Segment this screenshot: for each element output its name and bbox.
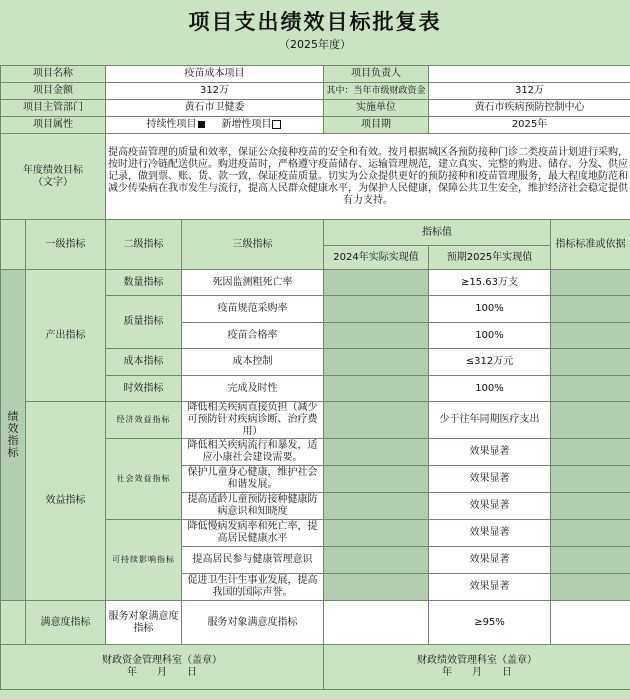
annual-goal-label-line2: （文字） xyxy=(33,176,73,188)
page-title: 项目支出绩效目标批复表 xyxy=(188,10,442,34)
social-label: 社会效益指标 xyxy=(106,439,182,520)
quality-item-1: 疫苗规范采购率 xyxy=(182,296,324,323)
sustain-value-2: 效果显著 xyxy=(429,547,551,574)
checked-box-icon xyxy=(198,121,205,128)
sustain-value-1: 效果显著 xyxy=(429,520,551,547)
performance-table xyxy=(0,65,630,690)
annual-goal-text: 提高疫苗管理的质量和效率，保证公众接种疫苗的安全和有效。按月根据城区各预防接种门诊二类疫苗计划进行采购，按时进行冷链配送供应。购进疫苗时，严格遵守疫苗储存、运输管理规范，建立真实、完整的购进、储存、分发、供应记录，做到票、账、货、款一致，保证疫苗质量。切实为公众提供更好的预防接种和疫苗管理服务，最大程度地防范和减少传染病在我市发生与流行，提高人民群众健康水平，为保护人民健康，保障公共卫生安全，维护经济社会稳定提供有力支持。 xyxy=(106,134,630,220)
cost-value: ≤312万元 xyxy=(429,349,551,376)
social-value-3: 效果显著 xyxy=(429,493,551,520)
quantity-label: 数量指标 xyxy=(106,270,182,296)
perf-indicator-label: 绩 效 指 标 xyxy=(1,270,26,601)
satisfaction-level2: 服务对象满意度指标 xyxy=(106,601,182,645)
head-level3: 三级指标 xyxy=(182,220,324,270)
city-funds-label: 其中：当年市级财政资金 xyxy=(324,83,429,100)
attr-label: 项目属性 xyxy=(1,117,106,134)
social-item-1: 降低相关疾病流行和暴发，适应小康社会建设需要。 xyxy=(182,439,324,466)
footer-left-date: 年 月 日 xyxy=(127,667,197,678)
annual-goal-label xyxy=(1,134,106,220)
head-actual2024: 2024年实际实现值 xyxy=(324,246,429,270)
amount-value: 312万 xyxy=(106,83,324,100)
footer-left-office: 财政资金管理科室（盖章） xyxy=(102,655,222,666)
time-value: 100% xyxy=(429,376,551,402)
page-subtitle: （2025年度） xyxy=(279,38,351,51)
impl-unit-label: 实施单位 xyxy=(324,100,429,117)
footer-right-office: 财政绩效管理科室（盖章） xyxy=(417,655,537,666)
time-label: 时效指标 xyxy=(106,376,182,402)
dept-value: 黄石市卫健委 xyxy=(106,100,324,117)
cost-item: 成本控制 xyxy=(182,349,324,376)
satisfaction-label: 满意度指标 xyxy=(26,601,106,645)
period-label: 项目期 xyxy=(324,117,429,134)
attr-new: 新增性项目 xyxy=(221,119,272,130)
project-leader-value xyxy=(429,66,630,83)
cost-label: 成本指标 xyxy=(106,349,182,376)
head-expected2025: 预期2025年实现值 xyxy=(429,246,551,270)
project-name-value: 疫苗成本项目 xyxy=(106,66,324,83)
sustain-item-1: 降低慢病发病率和死亡率，提高居民健康水平 xyxy=(182,520,324,547)
footer-left xyxy=(1,645,324,690)
sustain-item-3: 促进卫生计生事业发展，提高我国的国际声誉。 xyxy=(182,574,324,601)
attr-continuing: 持续性项目 xyxy=(146,119,197,130)
footer-right xyxy=(324,645,630,690)
quality-value-1: 100% xyxy=(429,296,551,323)
satisfaction-item: 服务对象满意度指标 xyxy=(182,601,324,645)
head-level1: 一级指标 xyxy=(26,220,106,270)
satisfaction-value: ≥95% xyxy=(429,601,551,645)
output-label: 产出指标 xyxy=(26,270,106,402)
social-item-3: 提高适龄儿童预防接种健康防病意识和知晓度 xyxy=(182,493,324,520)
project-name-label: 项目名称 xyxy=(1,66,106,83)
quality-value-2: 100% xyxy=(429,323,551,349)
project-leader-label: 项目负责人 xyxy=(324,66,429,83)
sustain-label: 可持续影响指标 xyxy=(106,520,182,601)
city-funds-value: 312万 xyxy=(429,83,630,100)
unchecked-box-icon xyxy=(272,120,281,129)
impl-unit-value: 黄石市疾病预防控制中心 xyxy=(429,100,630,117)
economic-value: 少于往年同期医疗支出 xyxy=(429,402,551,439)
benefit-label: 效益指标 xyxy=(26,402,106,601)
quantity-value: ≥15.63万支 xyxy=(429,270,551,296)
head-standard: 指标标准或依据 xyxy=(551,220,630,270)
time-item: 完成及时性 xyxy=(182,376,324,402)
head-value: 指标值 xyxy=(324,220,551,246)
social-item-2: 保护儿童身心健康，维护社会和谐发展。 xyxy=(182,466,324,493)
period-value: 2025年 xyxy=(429,117,630,134)
economic-item: 降低相关疾病直接负担（减少可预防针对疾病诊断、治疗费用） xyxy=(182,402,324,439)
quality-item-2: 疫苗合格率 xyxy=(182,323,324,349)
dept-label: 项目主管部门 xyxy=(1,100,106,117)
social-value-2: 效果显著 xyxy=(429,466,551,493)
sustain-item-2: 提高居民参与健康管理意识 xyxy=(182,547,324,574)
sustain-value-3: 效果显著 xyxy=(429,574,551,601)
head-level2: 二级指标 xyxy=(106,220,182,270)
amount-label: 项目金额 xyxy=(1,83,106,100)
annual-goal-label-line1: 年度绩效目标 xyxy=(23,164,83,176)
quality-label: 质量指标 xyxy=(106,296,182,349)
attr-value xyxy=(106,117,324,134)
social-value-1: 效果显著 xyxy=(429,439,551,466)
quantity-item: 死因监测粗死亡率 xyxy=(182,270,324,296)
economic-label: 经济效益指标 xyxy=(106,402,182,439)
footer-right-date: 年 月 日 xyxy=(442,667,512,678)
